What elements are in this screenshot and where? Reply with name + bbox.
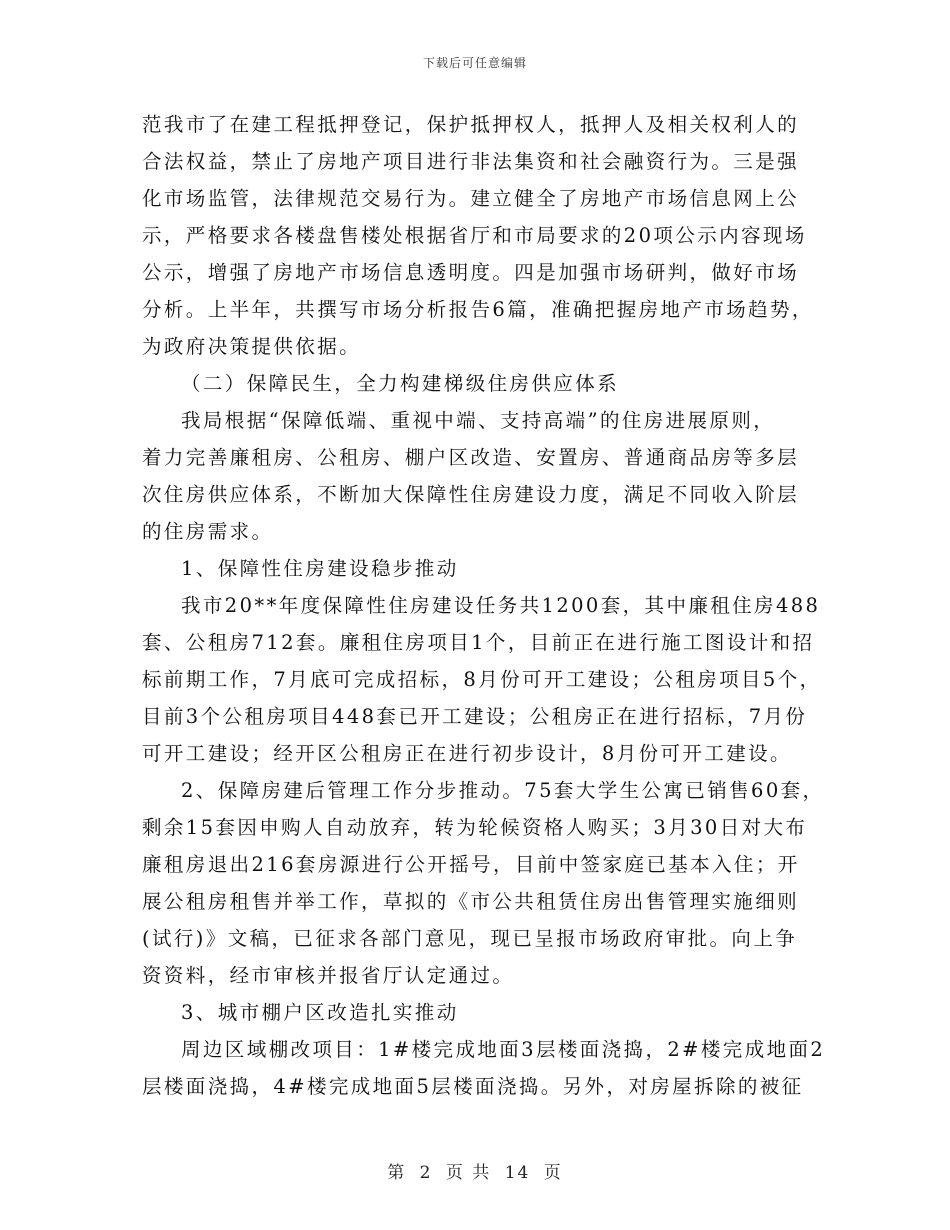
page-number-current: 2 (419, 1163, 433, 1183)
text-line: 示，严格要求各楼盘售楼处根据省厅和市局要求的20项公示内容现场 (142, 224, 807, 247)
text-line: 资资料，经市审核并报省厅认定通过。 (142, 964, 515, 987)
text-line: 剩余15套因申购人自动放弃，转为轮候资格人购买；3月30日对大布 (142, 816, 808, 839)
text-line: 我市20**年度保障性住房建设任务共1200套，其中廉租住房488 (181, 594, 821, 617)
text-line: 廉租房退出216套房源进行公开摇号，目前中签家庭已基本入住；开 (142, 853, 800, 876)
paragraph-post-construction-management (142, 772, 825, 994)
text-line: 标前期工作，7月底可完成招标，8月份可开工建设；公租房项目5个， (142, 668, 822, 691)
page-label-mid: 页 共 (445, 1163, 492, 1183)
text-line: 化市场监管，法律规范交易行为。建立健全了房地产市场信息网上公 (142, 187, 800, 210)
text-line: 层楼面浇捣，4#楼完成地面5层楼面浇捣。另外，对房屋拆除的被征 (142, 1075, 804, 1098)
paragraph-shantytown-projects (142, 1031, 826, 1105)
page-number-total: 14 (504, 1163, 531, 1183)
page-footer (0, 1158, 950, 1183)
text-line: 可开工建设；经开区公租房正在进行初步设计，8月份可开工建设。 (142, 742, 792, 765)
page-label-suffix: 页 (543, 1163, 563, 1183)
text-line: 的住房需求。 (142, 520, 274, 543)
text-line: 着力完善廉租房、公租房、棚户区改造、安置房、普通商品房等多层 (142, 446, 800, 469)
text-line: 公示，增强了房地产市场信息透明度。四是加强市场研判，做好市场 (142, 261, 800, 284)
text-line: 次住房供应体系，不断加大保障性住房建设力度，满足不同收入阶层 (142, 483, 800, 506)
text-line: (试行)》文稿，已征求各部门意见，现已呈报市场政府审批。向上争 (142, 927, 798, 950)
text-line: 1、保障性住房建设稳步推动 (181, 557, 459, 580)
text-line: 范我市了在建工程抵押登记，保护抵押权人，抵押人及相关权利人的 (142, 113, 800, 136)
text-line: 目前3个公租房项目448套已开工建设；公租房正在进行招标，7月份 (142, 705, 808, 728)
text-line: （二）保障民生，全力构建梯级住房供应体系 (181, 372, 620, 395)
subheading-shantytown-renovation (142, 994, 810, 1031)
text-line: 我局根据“保障低端、重视中端、支持高端”的住房进展原则， (181, 409, 776, 432)
text-line: 分析。上半年，共撰写市场分析报告6篇，准确把握房地产市场趋势， (142, 298, 814, 321)
page-header-note: 下载后可任意编辑 (422, 56, 527, 70)
paragraph-affordable-housing-tasks (142, 587, 822, 772)
text-line: 为政府决策提供依据。 (142, 335, 362, 358)
page-label-prefix: 第 (387, 1163, 407, 1183)
text-line: 套、公租房712套。廉租住房项目1个，目前正在进行施工图设计和招 (142, 631, 815, 654)
paragraph-market-regulation (142, 106, 814, 365)
subheading-affordable-housing (142, 550, 810, 587)
document-body (142, 106, 826, 1105)
text-line: 展公租房租售并举工作，草拟的《市公共租赁住房出售管理实施细则 (142, 890, 800, 913)
text-line: 3、城市棚户区改造扎实推动 (181, 1001, 459, 1024)
section-heading-housing-supply (142, 365, 810, 402)
paragraph-housing-principle (142, 402, 810, 550)
text-line: 周边区域棚改项目：1#楼完成地面3层楼面浇捣，2#楼完成地面2 (181, 1038, 826, 1061)
text-line: 2、保障房建后管理工作分步推动。75套大学生公寓已销售60套， (181, 779, 825, 802)
text-line: 合法权益，禁止了房地产项目进行非法集资和社会融资行为。三是强 (142, 150, 800, 173)
